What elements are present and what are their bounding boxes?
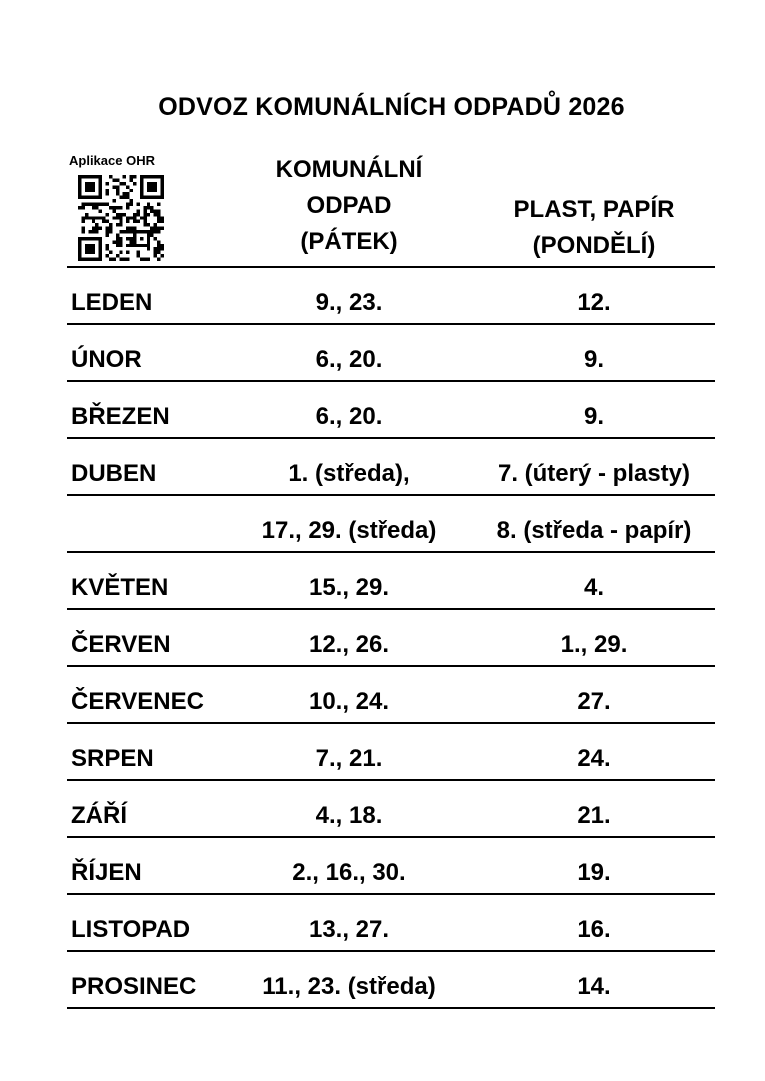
komunalni-cell: 15., 29. bbox=[308, 574, 390, 601]
month-cell: ČERVENEC bbox=[71, 688, 204, 715]
header-komunalni-odpad bbox=[240, 152, 458, 260]
komunalni-cell: 6., 20. bbox=[315, 403, 383, 430]
plast-papir-cell: 24. bbox=[577, 745, 611, 772]
komunalni-cell: 4., 18. bbox=[315, 802, 383, 829]
row-divider bbox=[67, 1007, 715, 1009]
plast-papir-cell: 8. (středa - papír) bbox=[496, 517, 692, 544]
header-line: (PÁTEK) bbox=[300, 228, 398, 255]
plast-papir-cell: 1., 29. bbox=[560, 631, 628, 658]
komunalni-cell: 12., 26. bbox=[308, 631, 390, 658]
month-cell: SRPEN bbox=[71, 745, 154, 772]
row-divider bbox=[67, 893, 715, 895]
row-divider bbox=[67, 665, 715, 667]
plast-papir-cell: 16. bbox=[577, 916, 611, 943]
month-cell: ČERVEN bbox=[71, 631, 171, 658]
header-line: ODPAD bbox=[306, 192, 392, 219]
month-cell: ŘÍJEN bbox=[71, 859, 142, 886]
month-cell: DUBEN bbox=[71, 460, 157, 487]
komunalni-cell: 2., 16., 30. bbox=[292, 859, 406, 886]
month-cell: KVĚTEN bbox=[71, 574, 169, 601]
month-cell: BŘEZEN bbox=[71, 403, 170, 430]
komunalni-cell: 13., 27. bbox=[308, 916, 390, 943]
row-divider bbox=[67, 380, 715, 382]
komunalni-cell: 6., 20. bbox=[315, 346, 383, 373]
row-divider bbox=[67, 437, 715, 439]
plast-papir-cell: 9. bbox=[583, 346, 604, 373]
header-line: PLAST, PAPÍR bbox=[513, 196, 675, 223]
plast-papir-cell: 9. bbox=[583, 403, 604, 430]
month-cell: ÚNOR bbox=[71, 346, 142, 373]
month-cell: LEDEN bbox=[71, 289, 153, 316]
row-divider bbox=[67, 323, 715, 325]
plast-papir-cell: 27. bbox=[577, 688, 611, 715]
komunalni-cell: 10., 24. bbox=[308, 688, 390, 715]
komunalni-cell: 7., 21. bbox=[315, 745, 383, 772]
qr-label: Aplikace OHR bbox=[69, 153, 155, 168]
row-divider bbox=[67, 722, 715, 724]
header-rule bbox=[67, 266, 715, 268]
row-divider bbox=[67, 608, 715, 610]
row-divider bbox=[67, 494, 715, 496]
plast-papir-cell: 7. (úterý - plasty) bbox=[497, 460, 691, 487]
plast-papir-cell: 21. bbox=[577, 802, 611, 829]
month-cell: LISTOPAD bbox=[71, 916, 191, 943]
month-cell: PROSINEC bbox=[71, 973, 197, 1000]
qr-code-icon[interactable] bbox=[78, 175, 164, 261]
row-divider bbox=[67, 836, 715, 838]
komunalni-cell: 9., 23. bbox=[315, 289, 383, 316]
plast-papir-cell: 14. bbox=[577, 973, 611, 1000]
row-divider bbox=[67, 779, 715, 781]
komunalni-cell: 11., 23. (středa) bbox=[262, 973, 436, 1000]
komunalni-cell: 17., 29. (středa) bbox=[261, 517, 437, 544]
komunalni-cell: 1. (středa), bbox=[288, 460, 410, 487]
header-line: (PONDĚLÍ) bbox=[532, 232, 656, 259]
plast-papir-cell: 12. bbox=[577, 289, 611, 316]
month-cell: ZÁŘÍ bbox=[71, 802, 127, 829]
header-plast-papir bbox=[478, 192, 710, 264]
plast-papir-cell: 19. bbox=[577, 859, 611, 886]
row-divider bbox=[67, 551, 715, 553]
plast-papir-cell: 4. bbox=[583, 574, 604, 601]
header-line: KOMUNÁLNÍ bbox=[275, 156, 423, 183]
row-divider bbox=[67, 950, 715, 952]
page-title: ODVOZ KOMUNÁLNÍCH ODPADŮ 2026 bbox=[158, 93, 625, 121]
